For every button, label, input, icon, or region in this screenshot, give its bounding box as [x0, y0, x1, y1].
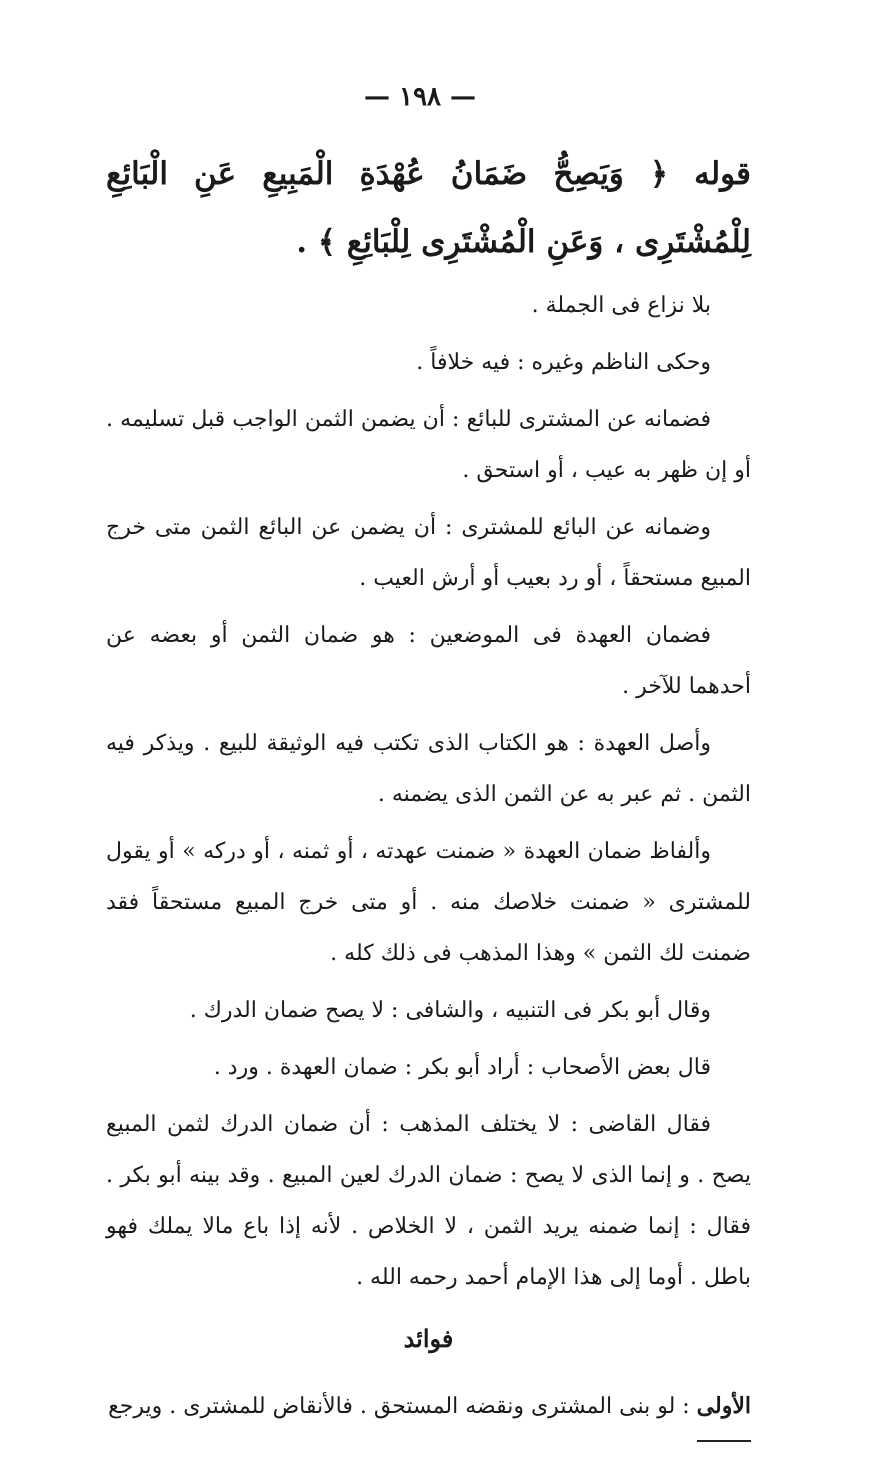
- paragraph: بلا نزاع فى الجملة .: [531, 293, 711, 318]
- paragraph: وضمانه عن البائع للمشترى : أن يضمن عن البائع الثمن متى خرج المبيع مستحقاً ، أو رد بعيب أو أرش العيب .: [106, 515, 751, 591]
- paragraph: فقال القاضى : لا يختلف المذهب : أن ضمان الدرك لثمن المبيع يصح . و إنما الذى لا يصح : ضمان الدرك لعين المبيع . وقد بينه أبو بكر . فقال : إنما ضمنه يريد الثمن ، لا الخلاص . لأنه إذا باع مالا يملك فهو باطل . أوما إلى هذا الإمام أحمد رحمه الله .: [106, 1112, 751, 1290]
- paragraph: وقال أبو بكر فى التنبيه ، والشافى : لا يصح ضمان الدرك .: [189, 998, 711, 1023]
- first-benefit-line: [106, 1381, 751, 1442]
- heading-quote: ﴿ وَيَصِحُّ ضَمَانُ عُهْدَةِ الْمَبِيعِ عَنِ الْبَائِعِ لِلْمُشْتَرِى ، وَعَنِ الْمُشْتَرِى لِلْبَائِعِ ﴾ .: [106, 156, 751, 260]
- first-benefit-text: : لو بنى المشترى ونقضه المستحق . فالأنقاض للمشترى . ويرجع: [108, 1394, 690, 1419]
- fawaid-heading: فوائد: [403, 1324, 454, 1353]
- section-heading: [106, 140, 751, 276]
- paragraph: فضمان العهدة فى الموضعين : هو ضمان الثمن أو بعضه عن أحدهما للآخر .: [106, 623, 751, 699]
- page-number: — ١٩٨ —: [363, 82, 477, 112]
- paragraph: وأصل العهدة : هو الكتاب الذى تكتب فيه الوثيقة للبيع . ويذكر فيه الثمن . ثم عبر به عن الثمن الذى يضمنه .: [106, 731, 751, 807]
- paragraph: فضمانه عن المشترى للبائع : أن يضمن الثمن الواجب قبل تسليمه . أو إن ظهر به عيب ، أو استحق .: [106, 407, 751, 483]
- first-benefit-label: الأولى: [697, 1381, 751, 1442]
- page-content: [106, 140, 751, 1464]
- paragraph: وألفاظ ضمان العهدة « ضمنت عهدته ، أو ثمنه ، أو دركه » أو يقول للمشترى « ضمنت خلاصك منه . أو متى خرج المبيع مستحقاً فقد ضمنت لك الثمن » وهذا المذهب فى ذلك كله .: [106, 839, 751, 966]
- paragraph: وحكى الناظم وغيره : فيه خلافاً .: [416, 350, 711, 375]
- heading-lead: قوله: [694, 156, 751, 192]
- paragraph: قال بعض الأصحاب : أراد أبو بكر : ضمان العهدة . ورد .: [213, 1055, 711, 1080]
